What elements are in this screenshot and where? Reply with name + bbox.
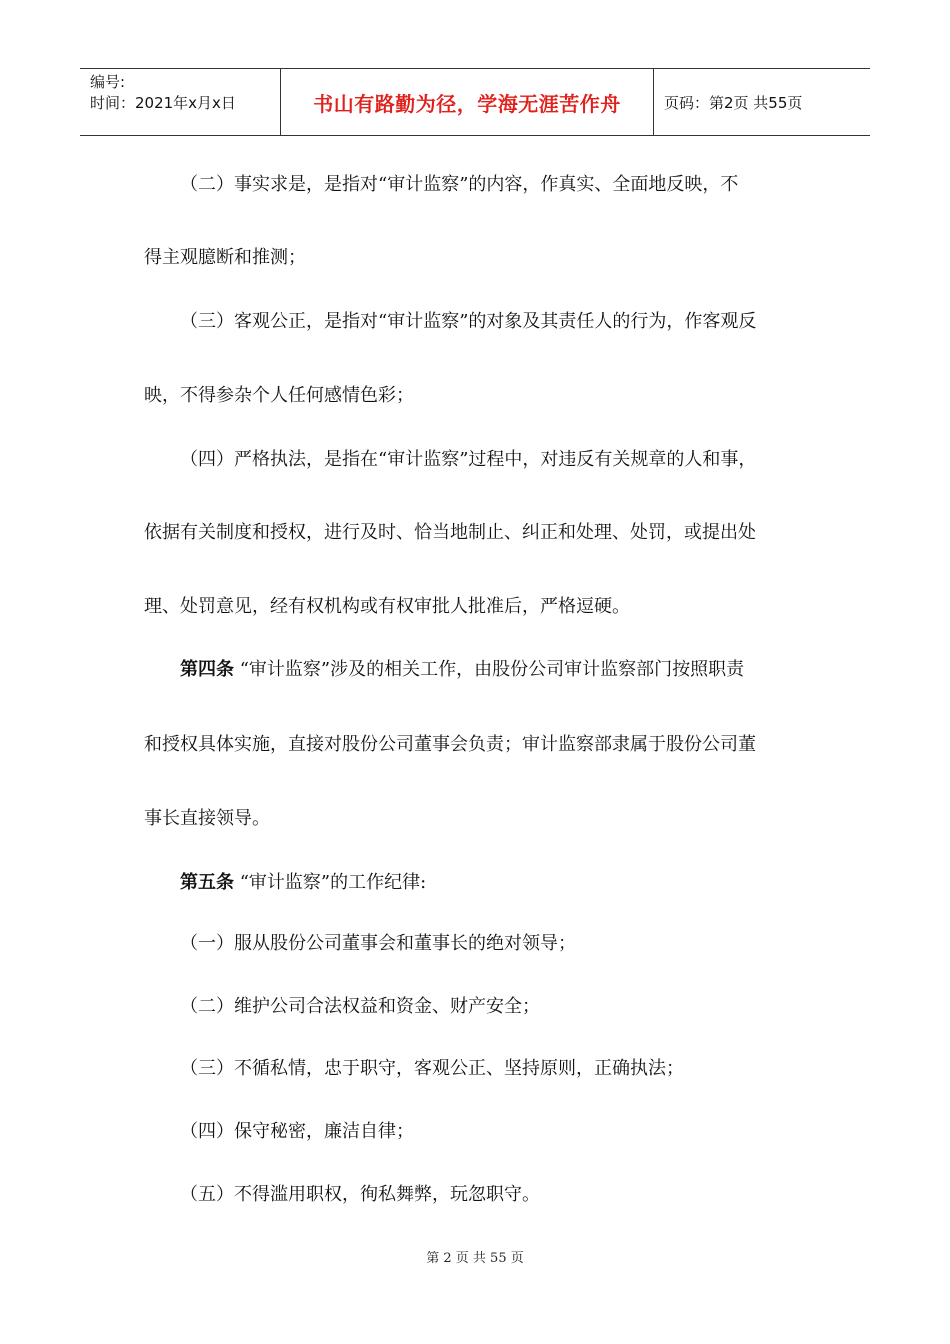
- paragraph-line: （四）严格执法，是指在“审计监察”过程中，对违反有关规章的人和事，: [180, 449, 757, 470]
- page-footer: 第 2 页 共 55 页: [426, 1251, 524, 1266]
- document-number-label: 编号:: [90, 73, 126, 91]
- article-4-title: 第四条: [180, 659, 234, 680]
- article-4-heading-line: [180, 658, 850, 682]
- list-item: （一）服从股份公司董事会和董事长的绝对领导；: [180, 933, 576, 954]
- list-item: （四）保守秘密，廉洁自律；: [180, 1121, 414, 1142]
- article-5-title: 第五条: [180, 872, 234, 893]
- paragraph-line: （二）事实求是，是指对“审计监察”的内容，作真实、全面地反映，不: [180, 174, 739, 195]
- article-4-text: “审计监察”涉及的相关工作，由股份公司审计监察部门按照职责: [234, 659, 745, 680]
- header-meta-cell: [80, 69, 281, 135]
- article-4-continuation: 和授权具体实施，直接对股份公司董事会负责；审计监察部隶属于股份公司董: [144, 734, 756, 755]
- list-item: （五）不得滥用职权，徇私舞弊，玩忽职守。: [180, 1184, 540, 1205]
- paragraph-line: 映，不得参杂个人任何感情色彩；: [144, 385, 414, 406]
- header-motto: 书山有路勤为径，学海无涯苦作舟: [281, 69, 654, 135]
- document-header: [80, 68, 870, 136]
- article-4-continuation: 事长直接领导。: [144, 808, 270, 829]
- paragraph-line: （三）客观公正，是指对“审计监察”的对象及其责任人的行为，作客观反: [180, 311, 757, 332]
- list-item: （三）不循私情，忠于职守，客观公正、坚持原则，正确执法；: [180, 1058, 684, 1079]
- paragraph-line: 理、处罚意见，经有权机构或有权审批人批准后，严格逗硬。: [144, 596, 630, 617]
- paragraph-line: 依据有关制度和授权，进行及时、恰当地制止、纠正和处理、处罚，或提出处: [144, 522, 756, 543]
- article-5-text: “审计监察”的工作纪律:: [234, 872, 427, 893]
- paragraph-line: 得主观臆断和推测；: [144, 247, 306, 268]
- article-5-heading-line: [180, 871, 850, 895]
- document-date-label: 时间：2021年x月x日: [90, 94, 236, 112]
- list-item: （二）维护公司合法权益和资金、财产安全；: [180, 996, 540, 1017]
- header-page-info: 页码：第2页 共55页: [664, 93, 803, 112]
